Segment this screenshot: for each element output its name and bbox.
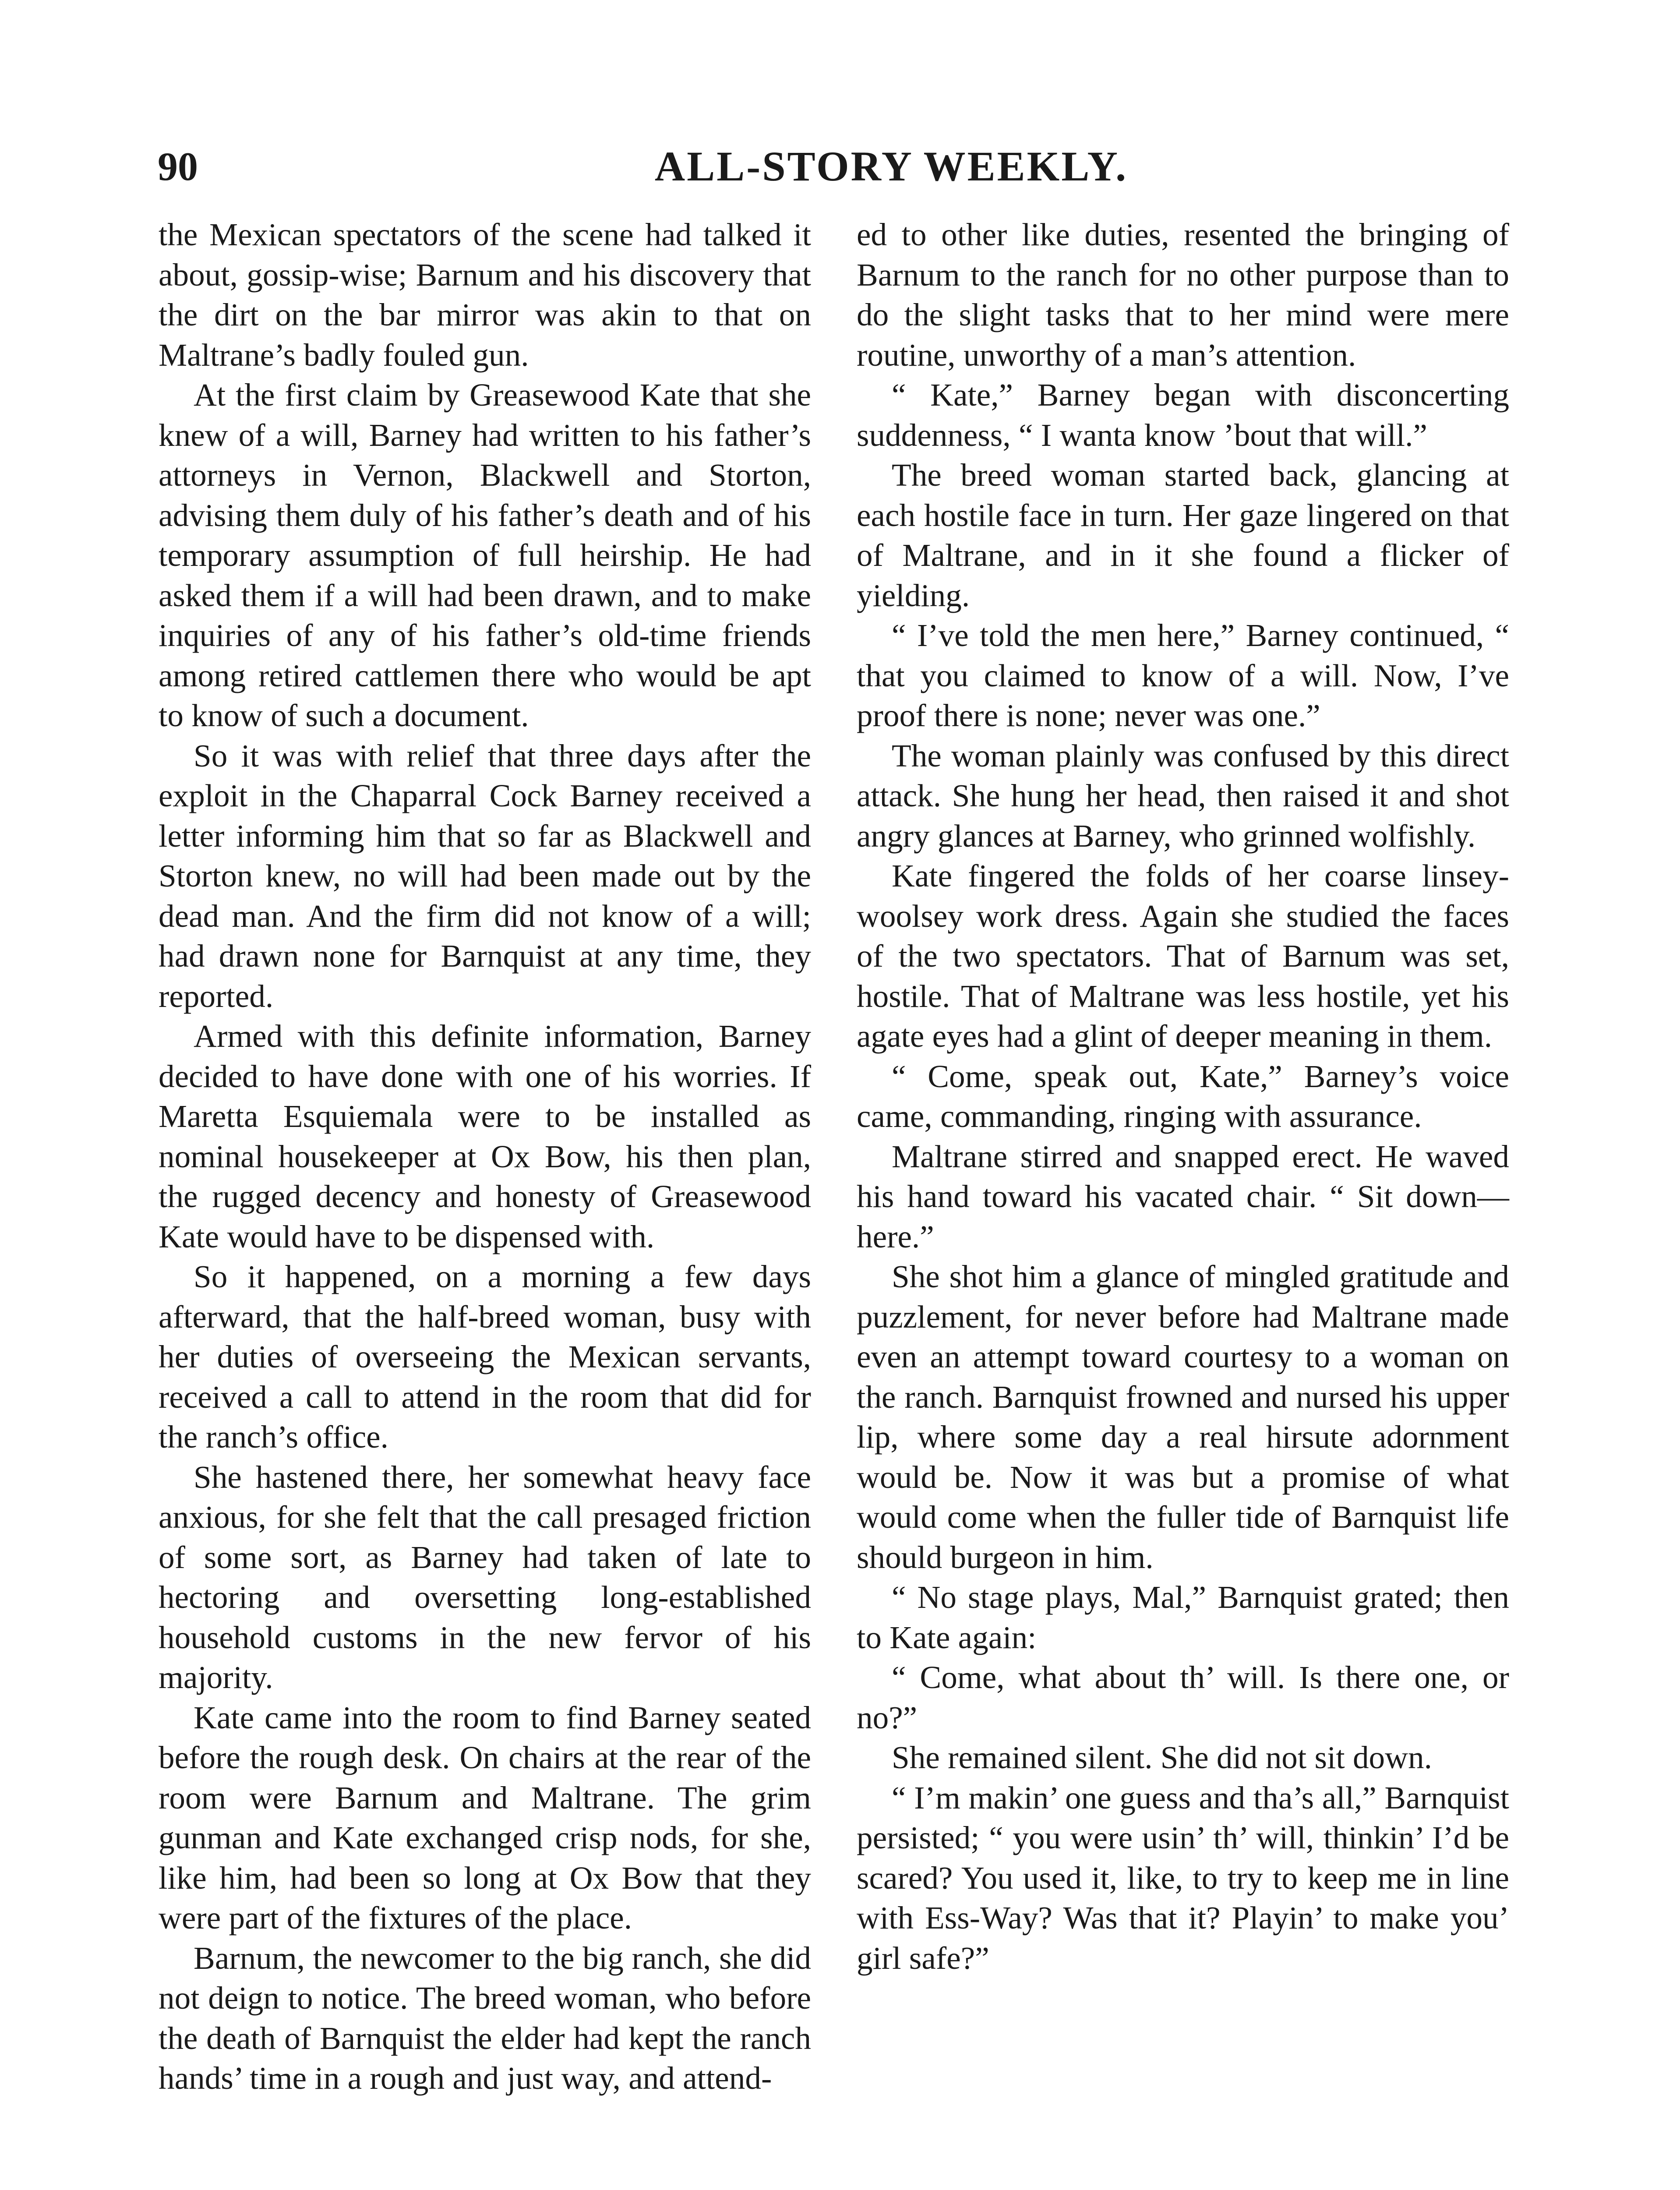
paragraph: Armed with this definite information, Barney decided to have done with one of his worries. If Maretta Esquiemala were to be installed as nominal housekeeper at Ox Bow, his then plan, the rugged decency and honesty of Greasewood Kate would have to be dispensed with. — [159, 1018, 811, 1254]
page-number: 90 — [158, 144, 198, 189]
paragraph: “ Come, what about th’ will. Is there one, or no?” — [857, 1660, 1509, 1735]
paragraph: “ No stage plays, Mal,” Barnquist grated; then to Kate again: — [857, 1579, 1509, 1655]
right-column — [857, 215, 1509, 1978]
paragraph: At the first claim by Greasewood Kate that she knew of a will, Barney had written to his father’s attorneys in Vernon, Blackwell and Storton, advising them duly of his father’s death and of his temporary assumption of full heirship. He had asked them if a will had been drawn, and to make inquiries of any of his father’s old-time friends among retired cattlemen there who would be apt to know of such a document. — [159, 377, 811, 733]
paragraph: So it was with relief that three days after the exploit in the Chaparral Cock Barney received a letter informing him that so far as Blackwell and Storton knew, no will had been made out by the dead man. And the firm did not know of a will; had drawn none for Barnquist at any time, they reported. — [159, 738, 811, 1014]
running-title: ALL-STORY WEEKLY. — [654, 143, 1128, 190]
paragraph: Kate came into the room to find Barney seated before the rough desk. On chairs at the rear of the room were Barnum and Maltrane. The grim gunman and Kate exchanged crisp nods, for she, like him, had been so long at Ox Bow that they were part of the fixtures of the place. — [159, 1699, 811, 1936]
paragraph: The woman plainly was confused by this direct attack. She hung her head, then raised it and shot angry glances at Barney, who grinned wolfishly. — [857, 738, 1509, 854]
paragraph: “ Kate,” Barney began with disconcerting suddenness, “ I wanta know ’bout that will.” — [857, 377, 1509, 453]
paragraph: “ I’ve told the men here,” Barney continued, “ that you claimed to know of a will. Now, I’ve proof there is none; never was one.” — [857, 618, 1509, 733]
paragraph: “ Come, speak out, Kate,” Barney’s voice came, commanding, ringing with assurance. — [857, 1058, 1509, 1134]
paragraph: Barnum, the newcomer to the big ranch, she did not deign to notice. The breed woman, who before the death of Barnquist the elder had kept the ranch hands’ time in a rough and just way, and attend- — [159, 1940, 811, 2096]
paragraph: the Mexican spectators of the scene had talked it about, gossip-wise; Barnum and his discovery that the dirt on the bar mirror was akin to that on Maltrane’s badly fouled gun. — [159, 217, 811, 373]
paragraph: The breed woman started back, glancing at each hostile face in turn. Her gaze lingered on that of Maltrane, and in it she found a flicker of yielding. — [857, 457, 1509, 613]
paragraph: Kate fingered the folds of her coarse linsey-woolsey work dress. Again she studied the faces of the two spectators. That of Barnum was set, hostile. That of Maltrane was less hostile, yet his agate eyes had a glint of deeper meaning in them. — [857, 858, 1509, 1054]
paragraph: ed to other like duties, resented the bringing of Barnum to the ranch for no other purpose than to do the slight tasks that to her mind were mere routine, unworthy of a man’s attention. — [857, 217, 1509, 373]
paragraph: She shot him a glance of mingled gratitude and puzzlement, for never before had Maltrane made even an attempt toward courtesy to a woman on the ranch. Barnquist frowned and nursed his upper lip, where some day a real hirsute adornment would be. Now it was but a promise of what would come when the fuller tide of Barnquist life should burgeon in him. — [857, 1259, 1509, 1575]
paragraph: So it happened, on a morning a few days afterward, that the half-breed woman, busy with her duties of overseeing the Mexican servants, received a call to attend in the room that did for the ranch’s office. — [159, 1259, 811, 1455]
paragraph: Maltrane stirred and snapped erect. He waved his hand toward his vacated chair. “ Sit down—here.” — [857, 1138, 1509, 1254]
paragraph: She hastened there, her somewhat heavy face anxious, for she felt that the call presaged friction of some sort, as Barney had taken of late to hectoring and oversetting long-established household customs in the new fervor of his majority. — [159, 1459, 811, 1695]
paragraph: “ I’m makin’ one guess and tha’s all,” Barnquist persisted; “ you were usin’ th’ will, thinkin’ I’d be scared? You used it, like, to try to keep me in line with Ess-Way? Was that it? Playin’ to make you’ girl safe?” — [857, 1780, 1509, 1976]
page-header — [158, 136, 1537, 197]
left-column — [159, 215, 811, 2098]
paragraph: She remained silent. She did not sit down. — [892, 1740, 1432, 1775]
